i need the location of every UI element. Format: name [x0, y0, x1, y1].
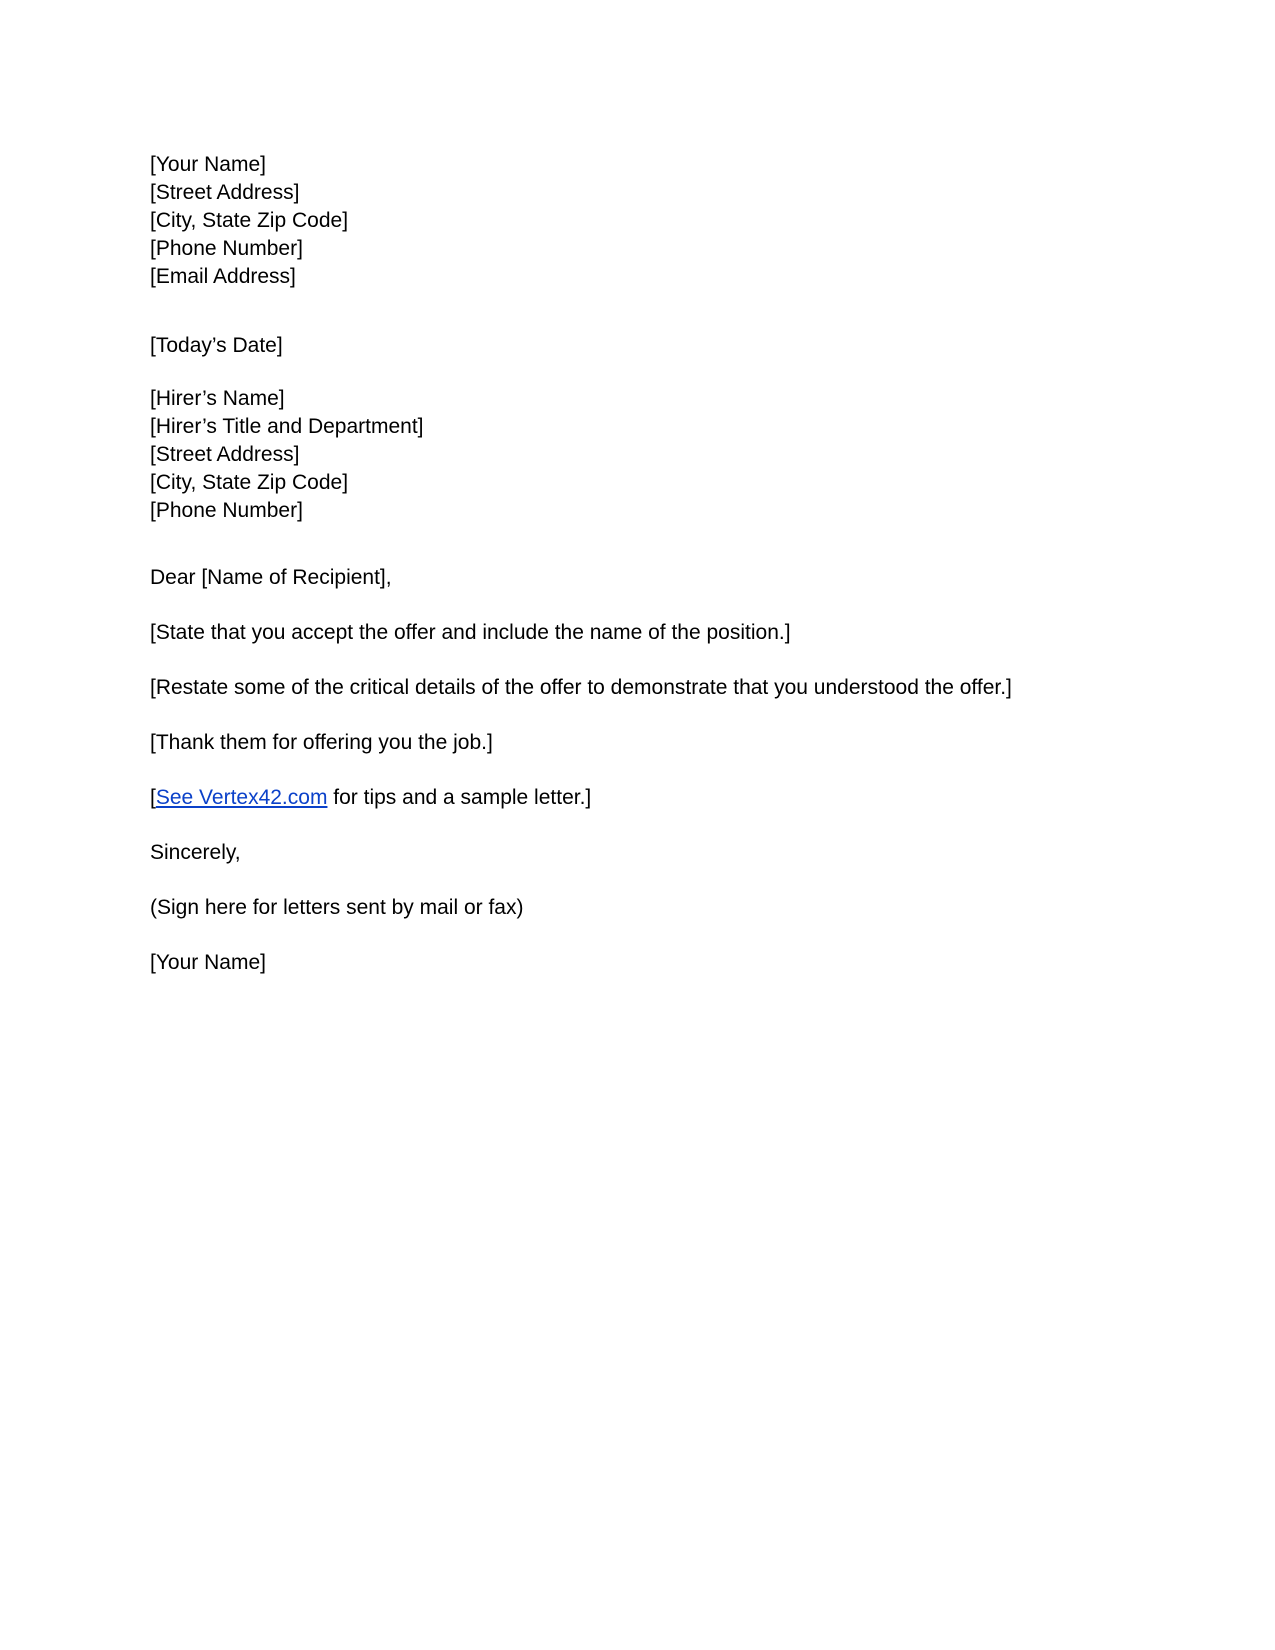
sender-street: [Street Address] [150, 181, 300, 204]
recipient-address-block [150, 385, 1130, 525]
salutation-text: Dear [Name of Recipient], [150, 566, 392, 589]
paragraph-accept [150, 619, 1130, 647]
paragraph-thanks [150, 729, 1130, 757]
vertex42-link[interactable]: See Vertex42.com [155, 786, 328, 809]
tips-suffix: for tips and a sample letter.] [327, 786, 592, 809]
paragraph-details-text: [Restate some of the critical details of the offer to demonstrate that you understood the offer.] [150, 676, 1012, 699]
salutation [150, 564, 1130, 592]
letter-date: [Today’s Date] [150, 334, 283, 357]
paragraph-accept-text: [State that you accept the offer and include the name of the position.] [150, 621, 791, 644]
signature-note [150, 894, 1130, 922]
date-block [150, 332, 1130, 360]
signature-name [150, 949, 1130, 977]
paragraph-thanks-text: [Thank them for offering you the job.] [150, 731, 493, 754]
recipient-phone: [Phone Number] [150, 499, 303, 522]
sender-name: [Your Name] [150, 153, 266, 176]
recipient-street: [Street Address] [150, 443, 300, 466]
paragraph-tips [150, 784, 1130, 812]
letter-body [150, 151, 1130, 977]
signature-name-text: [Your Name] [150, 951, 266, 974]
closing [150, 839, 1130, 867]
sender-email: [Email Address] [150, 265, 296, 288]
paragraph-details [150, 674, 1130, 702]
sender-address-block [150, 151, 1130, 291]
recipient-name: [Hirer’s Name] [150, 387, 285, 410]
paragraph-tips-text [150, 784, 1130, 812]
recipient-title: [Hirer’s Title and Department] [150, 415, 424, 438]
recipient-city: [City, State Zip Code] [150, 471, 349, 494]
sender-phone: [Phone Number] [150, 237, 303, 260]
sender-city: [City, State Zip Code] [150, 209, 349, 232]
signature-note-text: (Sign here for letters sent by mail or fax) [150, 896, 524, 919]
closing-text: Sincerely, [150, 841, 241, 864]
tips-prefix: [ [150, 786, 156, 809]
